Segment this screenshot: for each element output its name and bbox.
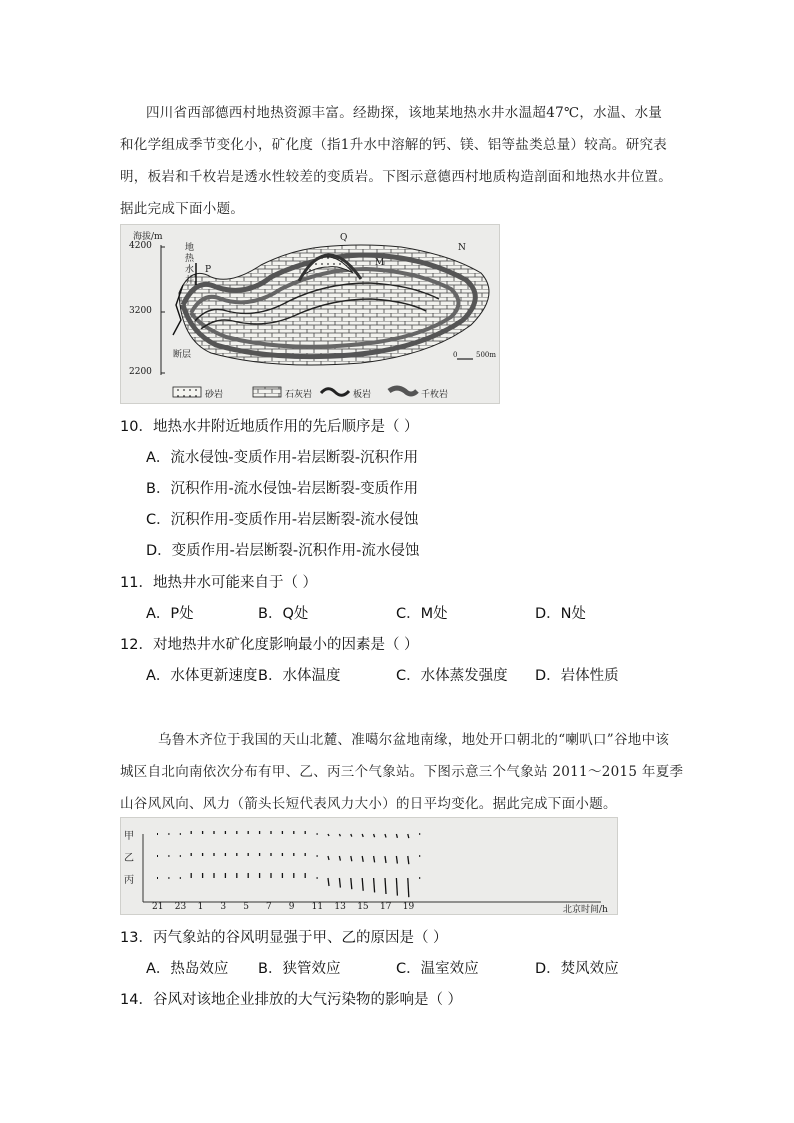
wind-arrow bbox=[408, 834, 409, 838]
point-n: N bbox=[458, 243, 466, 253]
wind-arrow bbox=[339, 834, 340, 836]
point-m: M bbox=[375, 258, 385, 268]
q12-option-d[interactable]: D．岩体性质 bbox=[535, 668, 619, 684]
wind-arrow bbox=[328, 834, 329, 836]
q10-option-d[interactable]: D．变质作用-岩层断裂-沉积作用-流水侵蚀 bbox=[146, 543, 420, 559]
q13-option-d[interactable]: D．焚风效应 bbox=[535, 961, 619, 977]
question-11: 11．地热井水可能来自于（ ） bbox=[120, 575, 318, 591]
wind-arrow bbox=[362, 878, 363, 891]
x-tick-19: 19 bbox=[402, 902, 415, 912]
passage2-line-2: 城区自北向南依次分布有甲、乙、丙三个气象站。下图示意三个气象站 2011～2015 年夏季 bbox=[120, 764, 684, 780]
q12-option-a[interactable]: A．水体更新速度 bbox=[146, 668, 258, 684]
point-p: P bbox=[205, 265, 212, 275]
wind-arrow bbox=[374, 834, 375, 837]
wind-arrow bbox=[408, 856, 409, 864]
q10-option-a[interactable]: A．流水侵蚀-变质作用-岩层断裂-沉积作用 bbox=[146, 450, 419, 466]
point-q: Q bbox=[340, 233, 348, 243]
q11-option-d[interactable]: D．N处 bbox=[535, 606, 587, 622]
y-tick-4200: 4200 bbox=[129, 241, 152, 251]
wind-arrow bbox=[385, 878, 386, 894]
wind-arrow bbox=[396, 878, 397, 896]
q11-option-c[interactable]: C．M处 bbox=[396, 606, 448, 622]
q13-option-a[interactable]: A．热岛效应 bbox=[146, 961, 229, 977]
x-tick-23: 23 bbox=[174, 902, 187, 912]
legend-limestone: 石灰岩 bbox=[285, 390, 313, 400]
x-tick-11: 11 bbox=[311, 902, 324, 912]
q13-option-b[interactable]: B．狭管效应 bbox=[258, 961, 341, 977]
wind-arrow bbox=[396, 834, 397, 838]
y-tick-2200: 2200 bbox=[129, 367, 152, 377]
passage2-line-3: 山谷风风向、风力（箭头长短代表风力大小）的日平均变化。据此完成下面小题。 bbox=[120, 796, 617, 812]
wind-arrow bbox=[385, 856, 386, 863]
question-13: 13．丙气象站的谷风明显强于甲、乙的原因是（ ） bbox=[120, 930, 448, 946]
wind-arrow bbox=[328, 856, 329, 860]
geologic-section-figure bbox=[120, 224, 500, 404]
x-tick-15: 15 bbox=[357, 902, 369, 912]
row-label-bing: 丙 bbox=[124, 875, 134, 886]
wind-arrow bbox=[362, 834, 363, 837]
wind-arrow bbox=[374, 878, 375, 892]
legend-slate: 板岩 bbox=[353, 390, 372, 400]
wind-arrow bbox=[374, 856, 375, 862]
q12-option-b[interactable]: B．水体温度 bbox=[258, 668, 341, 684]
wind-arrow bbox=[328, 878, 329, 886]
question-12: 12．对地热井水矿化度影响最小的因素是（ ） bbox=[120, 637, 419, 653]
q12-option-c[interactable]: C．水体蒸发强度 bbox=[396, 668, 508, 684]
well-label: 地热水井 bbox=[185, 243, 195, 286]
scale-end: 500m bbox=[476, 351, 496, 359]
x-tick-1: 1 bbox=[197, 902, 204, 912]
wind-arrow bbox=[362, 856, 363, 862]
passage1-line-4: 据此完成下面小题。 bbox=[120, 201, 245, 217]
x-tick-21: 21 bbox=[152, 902, 164, 912]
passage2-line-1: 乌鲁木齐位于我国的天山北麓、准噶尔盆地南缘，地处开口朝北的“喇叭口”谷地中该 bbox=[158, 732, 670, 748]
wind-arrow bbox=[408, 878, 409, 897]
wind-arrow bbox=[396, 856, 397, 864]
q10-option-b[interactable]: B．沉积作用-流水侵蚀-岩层断裂-变质作用 bbox=[146, 481, 419, 497]
x-tick-3: 3 bbox=[220, 902, 227, 912]
legend-sandstone: 砂岩 bbox=[205, 390, 224, 400]
y-axis-title: 海拔/m bbox=[133, 232, 163, 242]
q11-option-a[interactable]: A．P处 bbox=[146, 606, 194, 622]
q11-option-b[interactable]: B．Q处 bbox=[258, 606, 309, 622]
wind-arrow bbox=[385, 834, 386, 838]
passage1-line-2: 和化学组成季节变化小，矿化度（指1升水中溶解的钙、镁、铝等盐类总量）较高。研究表 bbox=[120, 137, 668, 153]
x-axis-unit: 北京时间/h bbox=[563, 905, 608, 915]
x-tick-9: 9 bbox=[288, 902, 295, 912]
row-label-yi: 乙 bbox=[124, 853, 134, 864]
legend-phyllite: 千枚岩 bbox=[421, 390, 449, 400]
wind-arrow bbox=[351, 856, 352, 861]
row-label-jia: 甲 bbox=[124, 831, 134, 842]
x-tick-13: 13 bbox=[334, 902, 346, 912]
wind-arrow-figure bbox=[120, 817, 618, 915]
wind-arrow bbox=[351, 834, 352, 837]
q13-option-c[interactable]: C．温室效应 bbox=[396, 961, 479, 977]
passage1-line-1: 四川省西部德西村地热资源丰富。经勘探，该地某地热水井水温超47℃，水温、水量 bbox=[146, 105, 663, 121]
passage1-line-3: 明，板岩和千枚岩是透水性较差的变质岩。下图示意德西村地质构造剖面和地热水井位置。 bbox=[120, 169, 672, 185]
wind-arrow bbox=[339, 878, 340, 888]
x-tick-5: 5 bbox=[243, 902, 249, 912]
wind-arrow bbox=[339, 856, 340, 861]
fault-label: 断层 bbox=[173, 350, 192, 360]
x-tick-7: 7 bbox=[266, 902, 272, 912]
scale-start: 0 bbox=[453, 351, 458, 359]
wind-arrow bbox=[351, 878, 352, 889]
q10-option-c[interactable]: C．沉积作用-变质作用-岩层断裂-流水侵蚀 bbox=[146, 512, 419, 528]
question-14: 14．谷风对该地企业排放的大气污染物的影响是（ ） bbox=[120, 992, 463, 1008]
question-10: 10．地热水井附近地质作用的先后顺序是（ ） bbox=[120, 419, 419, 435]
y-tick-3200: 3200 bbox=[129, 306, 152, 316]
x-tick-17: 17 bbox=[380, 902, 392, 912]
